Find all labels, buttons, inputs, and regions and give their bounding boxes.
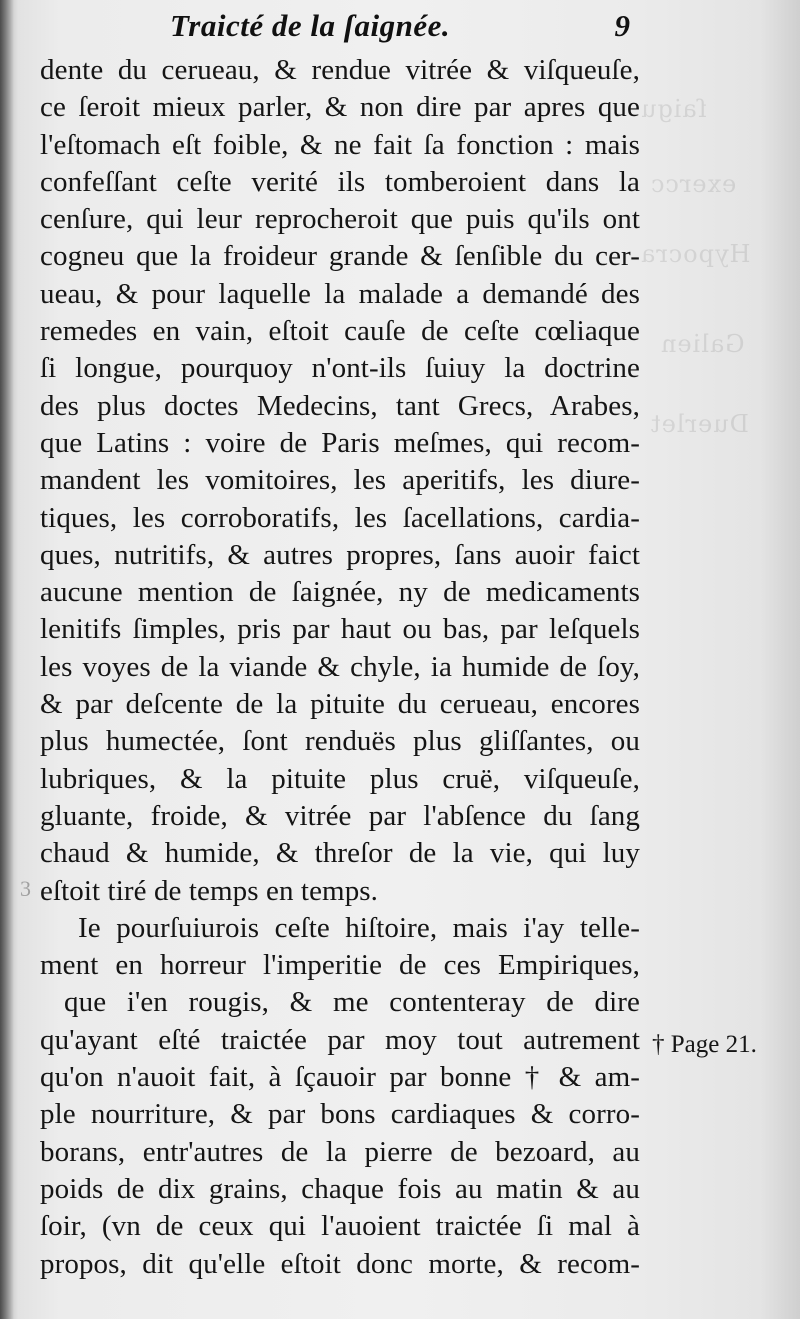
text-line: mandent les vomitoires, les aperitifs, les diure- [40, 464, 640, 497]
text-line: lenitifs ſimples, pris par haut ou bas, par leſquels [40, 613, 640, 646]
running-title: Traicté de la ſaignée. [170, 8, 451, 43]
text-line: tiques, les corroboratifs, les ſacellations, cardia- [40, 501, 640, 534]
text-line: cogneu que la froideur grande & ſenſible du cer- [40, 240, 640, 273]
paragraph-start-line: Ie pourſuiurois ceſte hiſtoire, mais i'ay telle- [78, 911, 640, 944]
text-line: confeſſant ceſte verité ils tomberoient dans la [40, 165, 640, 198]
running-header [170, 8, 630, 48]
margin-note: † Page 21. [652, 1031, 757, 1058]
text-line: que i'en rougis, & me contenteray de dire [64, 986, 640, 1019]
text-line: les voyes de la viande & chyle, ia humide de ſoy, [40, 650, 640, 683]
text-line: ueau, & pour laquelle la malade a demandé des [40, 277, 640, 310]
bleed-through-text: exercc [650, 170, 737, 198]
text-line: ple nourriture, & par bons cardiaques & corro- [40, 1098, 640, 1131]
text-line: remedes en vain, eſtoit cauſe de ceſte cœliaque [40, 315, 640, 348]
text-line: cenſure, qui leur reprocheroit que puis qu'ils ont [40, 203, 640, 236]
text-line: l'eſtomach eſt foible, & ne fait ſa fonction : mais [40, 128, 640, 161]
body-text [40, 52, 640, 1283]
text-line: & par deſcente de la pituite du cerueau, encores [40, 688, 640, 721]
text-line: des plus doctes Medecins, tant Grecs, Arabes, [40, 389, 640, 422]
gutter-shadow [0, 0, 14, 1319]
bleed-through-text: Duerlet [650, 410, 749, 438]
text-line: eſtoit tiré de temps en temps. [40, 874, 379, 907]
page-number: 9 [614, 8, 630, 43]
text-line: ques, nutritifs, & autres propres, ſans auoir faict [40, 538, 640, 571]
bleed-through-text: ſaigu [640, 95, 707, 123]
text-line: ment en horreur l'imperitie de ces Empiriques, [40, 949, 640, 982]
text-line: dente du cerueau, & rendue vitrée & viſqueuſe, [40, 54, 640, 86]
bleed-through-text: Galien [660, 330, 745, 358]
text-line: gluante, froide, & vitrée par l'abſence du ſang [40, 799, 640, 832]
text-line: chaud & humide, & threſor de la vie, qui luy [40, 837, 640, 870]
text-line: poids de dix grains, chaque fois au matin & au [40, 1172, 640, 1205]
text-line: propos, dit qu'elle eſtoit donc morte, & recom- [40, 1247, 640, 1280]
section-marker: 3 [20, 876, 31, 901]
text-line: ſoir, (vn de ceux qui l'auoient traictée ſi mal à [40, 1210, 640, 1243]
text-line: qu'ayant eſté traictée par moy tout autrement [40, 1023, 640, 1056]
text-line: qu'on n'auoit fait, à ſçauoir par bonne † & am- [40, 1061, 640, 1094]
bleed-through-text: Hypocra [640, 240, 751, 268]
text-line: aucune mention de ſaignée, ny de medicaments [40, 576, 640, 609]
text-line: lubriques, & la pituite plus cruë, viſqueuſe, [40, 762, 640, 795]
text-line: plus humectée, ſont renduës plus gliſſantes, ou [40, 725, 640, 758]
text-line: borans, entr'autres de la pierre de bezoard, au [40, 1135, 640, 1168]
text-line: ſi longue, pourquoy n'ont-ils ſuiuy la doctrine [40, 352, 640, 385]
text-line: que Latins : voire de Paris meſmes, qui recom- [40, 426, 640, 459]
text-line: ce ſeroit mieux parler, & non dire par apres que [40, 91, 640, 124]
